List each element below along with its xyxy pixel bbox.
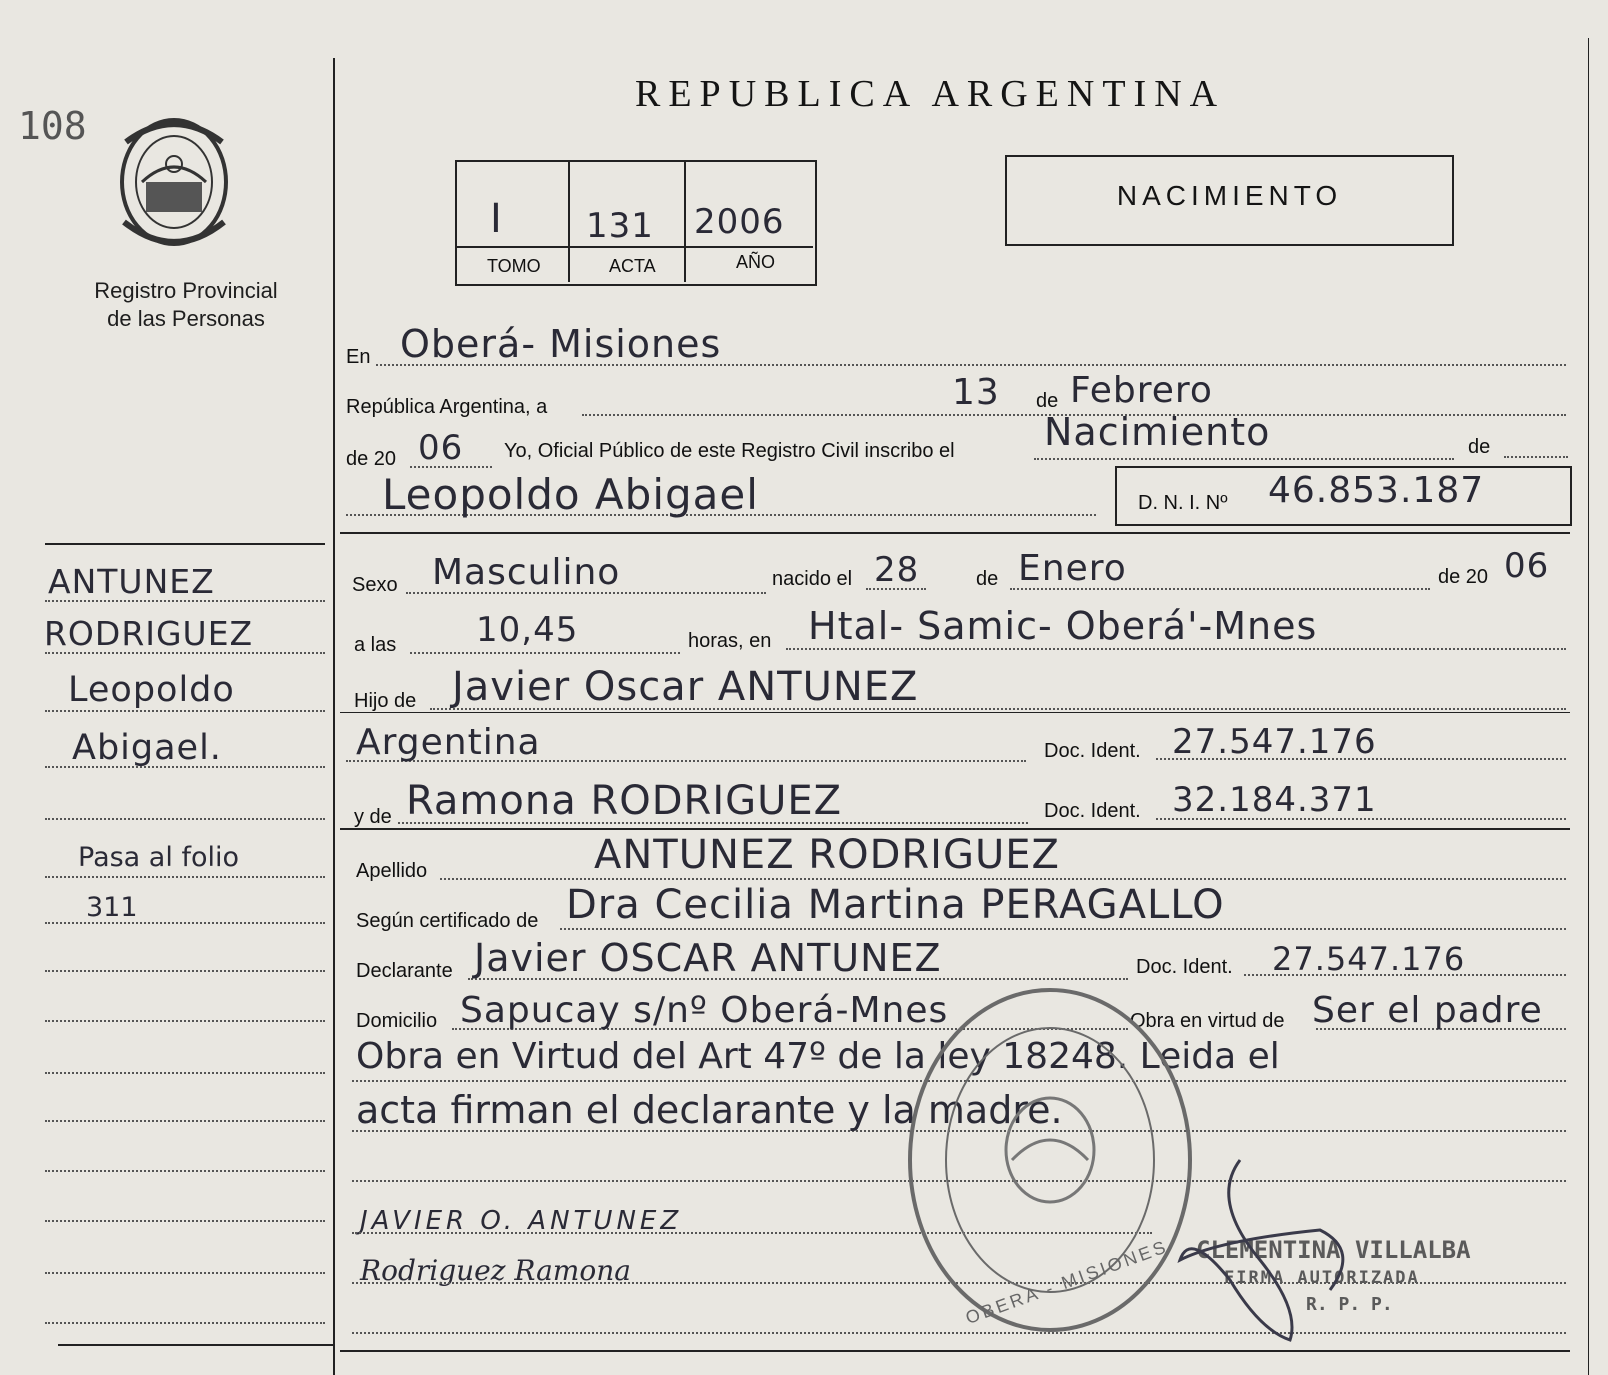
declarante-doc: 27.547.176 bbox=[1272, 940, 1466, 978]
margin-surname1: ANTUNEZ bbox=[48, 562, 215, 601]
page-number: 108 bbox=[18, 104, 87, 148]
registrant-full-name: Leopoldo Abigael bbox=[382, 470, 759, 519]
signature-madre: Rodriguez Ramona bbox=[360, 1254, 631, 1287]
de-label-1: de bbox=[1036, 390, 1059, 412]
act-type: Nacimiento bbox=[1044, 410, 1271, 454]
signature-declarante: JAVIER O. ANTUNEZ bbox=[360, 1206, 683, 1236]
birth-year-suffix: 06 bbox=[1504, 546, 1550, 586]
acta-value: 131 bbox=[586, 206, 654, 246]
father-name: Javier Oscar ANTUNEZ bbox=[452, 664, 919, 710]
mother-doc-label: Doc. Ident. bbox=[1044, 800, 1141, 822]
margin-note1: Pasa al folio bbox=[78, 842, 239, 873]
republica-label: República Argentina, a bbox=[346, 396, 548, 418]
de-label-2: de bbox=[1468, 436, 1491, 458]
dni-label: D. N. I. Nº bbox=[1138, 492, 1228, 514]
certificado-value: Dra Cecilia Martina PERAGALLO bbox=[566, 882, 1225, 928]
horas-label: horas, en bbox=[688, 630, 772, 652]
margin-name1: Leopoldo bbox=[68, 670, 235, 710]
registry-name-line2: de las Personas bbox=[107, 306, 265, 331]
sexo-value: Masculino bbox=[432, 552, 621, 593]
official-suffix: R. P. P. bbox=[1306, 1294, 1393, 1315]
yde-label: y de bbox=[354, 806, 392, 828]
tomo-value: I bbox=[490, 196, 503, 242]
birth-day: 28 bbox=[874, 550, 920, 590]
year-prefix: de 20 bbox=[346, 448, 397, 470]
acta-label: ACTA bbox=[609, 256, 656, 276]
apellido-value: ANTUNEZ RODRIGUEZ bbox=[594, 832, 1060, 878]
declarante-doc-label: Doc. Ident. bbox=[1136, 956, 1233, 978]
father-doc: 27.547.176 bbox=[1172, 722, 1377, 762]
certificado-label: Según certificado de bbox=[356, 910, 539, 932]
margin-note2: 311 bbox=[86, 892, 138, 923]
obra-value: Ser el padre bbox=[1312, 990, 1543, 1031]
record-type-label: NACIMIENTO bbox=[1116, 180, 1343, 211]
dni-value: 46.853.187 bbox=[1268, 470, 1485, 511]
alas-label: a las bbox=[354, 634, 397, 656]
tomo-label: TOMO bbox=[487, 256, 541, 276]
domicilio-label: Domicilio bbox=[356, 1010, 438, 1032]
place-of-registration: Oberá- Misiones bbox=[400, 322, 722, 366]
birth-hour: 10,45 bbox=[476, 610, 579, 650]
en-label: En bbox=[346, 346, 371, 368]
declarante-label: Declarante bbox=[356, 960, 453, 982]
hijo-label: Hijo de bbox=[354, 690, 417, 712]
country-title: REPUBLICA ARGENTINA bbox=[635, 73, 1226, 115]
birth-year-prefix: de 20 bbox=[1438, 566, 1489, 588]
official-signature bbox=[1170, 1140, 1370, 1350]
margin-divider bbox=[333, 58, 335, 1375]
provincial-seal-emblem bbox=[112, 112, 236, 256]
official-name: CLEMENTINA VILLALBA bbox=[1196, 1236, 1471, 1264]
note-line-2: acta firman el declarante y la madre. bbox=[356, 1088, 1063, 1132]
father-nationality: Argentina bbox=[356, 722, 541, 763]
margin-surname2: RODRIGUEZ bbox=[44, 614, 254, 653]
obra-label: Obra en virtud de bbox=[1130, 1010, 1285, 1032]
birth-place: Htal- Samic- Oberá'-Mnes bbox=[808, 604, 1318, 648]
margin-name2: Abigael. bbox=[72, 728, 222, 768]
year-suffix: 06 bbox=[418, 428, 464, 468]
stamp-center-text: OBERA - MISIONES bbox=[962, 1236, 1171, 1329]
father-doc-label: Doc. Ident. bbox=[1044, 740, 1141, 762]
note-line-1: Obra en Virtud del Art 47º de la ley 18248. Leida el bbox=[356, 1036, 1280, 1077]
oficial-text: Yo, Oficial Público de este Registro Civil inscribo el bbox=[504, 440, 955, 462]
official-role: FIRMA AUTORIZADA bbox=[1224, 1268, 1420, 1288]
registration-day: 13 bbox=[952, 372, 1000, 413]
mother-name: Ramona RODRIGUEZ bbox=[406, 778, 843, 824]
domicilio-value: Sapucay s/nº Oberá-Mnes bbox=[460, 990, 949, 1031]
apellido-label: Apellido bbox=[356, 860, 428, 882]
declarante-value: Javier OSCAR ANTUNEZ bbox=[474, 936, 942, 980]
sexo-label: Sexo bbox=[352, 574, 398, 596]
ano-value: 2006 bbox=[694, 202, 785, 242]
de-label-3: de bbox=[976, 568, 999, 590]
nacido-label: nacido el bbox=[772, 568, 853, 590]
ano-label: AÑO bbox=[736, 252, 776, 272]
mother-doc: 32.184.371 bbox=[1172, 780, 1377, 820]
registry-name-line1: Registro Provincial bbox=[94, 278, 278, 303]
birth-month: Enero bbox=[1018, 548, 1127, 589]
registration-month: Febrero bbox=[1070, 370, 1213, 411]
